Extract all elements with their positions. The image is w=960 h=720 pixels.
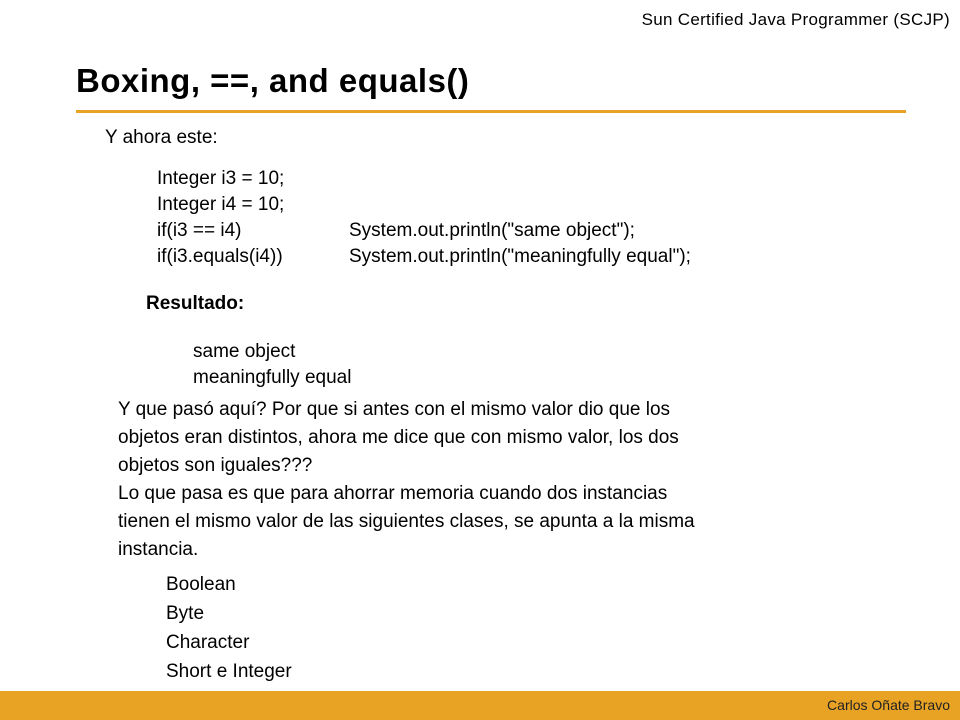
cached-classes-list (166, 570, 292, 686)
list-item: Boolean (166, 574, 236, 595)
course-header: Sun Certified Java Programmer (SCJP) (641, 10, 950, 29)
paragraph-line: tienen el mismo valor de las siguientes clases, se apunta a la misma (118, 511, 695, 532)
slide-title: Boxing, ==, and equals() (76, 62, 470, 99)
code-declaration: Integer i4 = 10; (157, 194, 285, 215)
output-line: meaningfully equal (193, 367, 352, 388)
footer-author: Carlos Oñate Bravo (827, 697, 950, 713)
output-line: same object (193, 341, 296, 362)
code-line (157, 192, 284, 218)
paragraph-line: objetos son iguales??? (118, 455, 313, 476)
explanation-question (118, 396, 679, 480)
code-block (157, 166, 691, 270)
list-item: Byte (166, 603, 205, 624)
code-line (157, 218, 635, 244)
code-line (157, 166, 284, 192)
explanation-answer (118, 480, 695, 564)
code-declaration: Integer i3 = 10; (157, 168, 285, 189)
code-condition: if(i3.equals(i4)) (157, 246, 283, 267)
list-item: Character (166, 632, 250, 653)
result-label: Resultado: (146, 293, 245, 314)
title-underline (76, 110, 906, 113)
code-statement: System.out.println("meaningfully equal"); (349, 246, 691, 267)
code-statement: System.out.println("same object"); (349, 220, 635, 241)
paragraph-line: instancia. (118, 539, 199, 560)
program-output (193, 339, 351, 391)
intro-text: Y ahora este: (105, 127, 218, 148)
paragraph-line: Lo que pasa es que para ahorrar memoria cuando dos instancias (118, 483, 668, 504)
paragraph-line: objetos eran distintos, ahora me dice que con mismo valor, los dos (118, 427, 679, 448)
list-item: Short e Integer (166, 661, 292, 682)
code-line (157, 244, 691, 270)
paragraph-line: Y que pasó aquí? Por que si antes con el mismo valor dio que los (118, 399, 671, 420)
code-condition: if(i3 == i4) (157, 220, 242, 241)
footer-bar (0, 691, 960, 720)
